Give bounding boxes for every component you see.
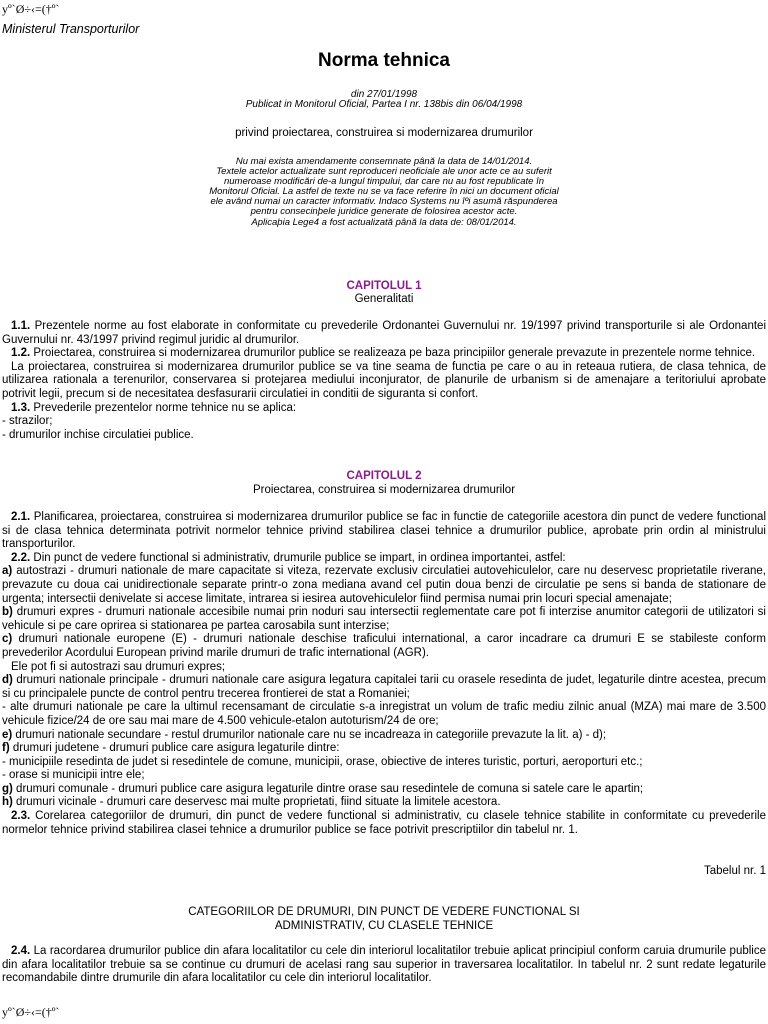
paragraph-2-4-block <box>2 945 766 986</box>
list-item: - strazilor; <box>2 415 53 428</box>
chapter-2-subtitle: Proiectarea, construirea si modernizarea drumurilor <box>252 484 516 496</box>
chapter-2-body <box>2 511 766 837</box>
chapter-1-body <box>2 320 766 442</box>
list-label: f) <box>2 742 10 755</box>
list-item-b <box>2 606 766 633</box>
paragraph-1-1 <box>2 320 766 347</box>
publication-info: Publicat in Monitorul Oficial, Partea I nr. 138bis din 06/04/1998 <box>245 99 523 110</box>
table-title-line: CATEGORIILOR DE DRUMURI, DIN PUNCT DE VEDERE FUNCTIONAL SI <box>188 906 580 918</box>
paragraph-text: La racordarea drumurilor publice din afara localitatilor cu cele din interiorul localitatilor trebuie aplicat principiul conform caruia drumurile publice din afara localitatilor trebuie sa se continue cu drumuri de acelasi rang sau superior in traversarea localitatilor. In tabelul nr. 2 sunt redate legaturile recomandabile dintre drumurile din afara localitatilor cu cele din interiorul localitatilor. <box>2 945 766 985</box>
notice-line: Aplicaþia Lege4 a fost actualizată până la data de: 08/01/2014. <box>251 216 517 228</box>
paragraph-text: drumuri comunale - drumuri publice care asigura legaturile dintre orase sau resedintele de comuna si satele care le apartin; <box>12 782 644 795</box>
paragraph-2-3 <box>2 810 766 837</box>
paragraph-text: Prezentele norme au fost elaborate in conformitate cu prevederile Ordonantei Guvernului nr. 19/1997 privind transporturile si ale Ordonantei Guvernului nr. 43/1997 privind regimul juridic al drumurilor. <box>2 320 766 346</box>
legal-notice <box>0 157 768 228</box>
notice-line: Textele actelor actualizate sunt reproduceri neoficiale ale unor acte ce au suferit <box>216 166 552 178</box>
article-number: 2.4. <box>11 945 31 957</box>
article-number: 1.1. <box>11 320 31 332</box>
list-item-e <box>2 729 766 743</box>
document-title: Norma tehnica <box>318 50 450 71</box>
list-item-g <box>2 783 766 797</box>
list-item-h <box>2 796 766 810</box>
list-item-a <box>2 565 766 606</box>
list-label: c) <box>2 633 13 646</box>
paragraph-text: Planificarea, proiectarea, construirea si modernizarea drumurilor publice se fac in functie de categoriile acestora din punct de vedere functional si de clasa tehnica determinata potrivit normelor tehnice privind stabilirea clasei tehnice a drumurilor publice, aprobate prin ordin al ministrului transporturilor. <box>2 511 766 551</box>
list-label: b) <box>2 606 13 619</box>
table-title-line: ADMINISTRATIV, CU CLASELE TEHNICE <box>274 919 494 932</box>
paragraph-2-1 <box>2 511 766 552</box>
article-number: 1.3. <box>11 401 31 414</box>
notice-line: pentru consecinþele juridice generate de folosirea acestor acte. <box>250 206 518 218</box>
notice-line: ele având numai un caracter informativ. Indaco Systems nu îºi asumă răspunderea <box>210 196 558 208</box>
notice-line: Monitorul Oficial. La astfel de texte nu se va face referire în nici un document oficial <box>209 186 559 198</box>
paragraph-text: Corelarea categoriilor de drumuri, din punct de vedere functional si administrativ, cu clasele tehnice stabilite in conformitate cu prevederile normelor tehnice privind stabilirea clasei tehnice a drumurilor publice se face potrivit prescriptiilor din tabelul nr. 1. <box>2 810 766 836</box>
list-item-f <box>2 742 766 756</box>
chapter-1-subtitle: Generalitati <box>354 293 414 305</box>
paragraph-text: Prevederile prezentelor norme tehnice nu se aplica: <box>30 401 297 414</box>
document-date: din 27/01/1998 <box>350 89 418 100</box>
paragraph-text: La proiectarea, construirea si modernizarea drumurilor publice se va tine seama de functia pe care o au in reteaua rutiera, de clasa tehnica, de utilizarea rationala a terenurilor, conservarea si protejarea mediului inconjurator, de planurile de urbanism si de amenajare a teritoriului aprobate potrivit legii, precum si de necesitatea desfasurarii circulatiei in conditii de siguranta si confort. <box>2 360 766 400</box>
paragraph-text: Din punct de vedere functional si administrativ, drumurile publice se impart, in ordinea importantei, astfel: <box>30 551 566 564</box>
ministry-name: Ministerul Transporturilor <box>2 22 140 36</box>
paragraph-2-2 <box>2 552 766 566</box>
list-item: - drumurilor inchise circulatiei publice. <box>2 428 194 441</box>
list-item-d-continued: - alte drumuri nationale pe care la ultimul recensamant de circulatie s-a inregistrat un volum de trafic mediu zilnic anual (MZA) mai mare de 3.500 vehicule fizice/24 de ore sau mai mare de 4.500 vehicule-etalon autoturism/24 de ore; <box>2 701 766 727</box>
table-title <box>0 906 768 933</box>
document-subject: privind proiectarea, construirea si modernizarea drumurilor <box>235 127 533 139</box>
list-label: a) <box>2 565 13 578</box>
list-label: h) <box>2 796 13 809</box>
article-number: 1.2. <box>11 347 31 360</box>
footer-garbled-text: yº`Ø÷‹=(†º` <box>2 1005 60 1019</box>
list-item-c-continued: Ele pot fi si autostrazi sau drumuri expres; <box>11 660 226 673</box>
article-number: 2.1. <box>11 511 31 523</box>
list-item-c <box>2 633 766 660</box>
paragraph-text: drumuri nationale principale - drumuri nationale care asigura legatura capitalei tarii cu orasele resedinta de judet, legaturile dintre acestea, precum si cu principalele puncte de control pentru trecerea frontierei de stat a Romaniei; <box>2 674 766 700</box>
chapter-1-heading: CAPITOLUL 1 <box>346 280 422 292</box>
paragraph-text: drumuri judetene - drumuri publice care asigura legaturile dintre: <box>9 742 340 755</box>
list-label: d) <box>2 674 13 687</box>
paragraph-text: Proiectarea, construirea si modernizarea drumurilor publice se realizeaza pe baza principiilor generale prevazute in prezentele norme tehnice. <box>30 347 756 360</box>
table-reference: Tabelul nr. 1 <box>703 865 766 877</box>
notice-line: Nu mai exista amendamente consemnate până la data de 14/01/2014. <box>235 156 533 167</box>
paragraph-text: autostrazi - drumuri nationale de mare capacitate si viteza, rezervate exclusiv circulatiei autovehiculelor, care nu deservesc proprietatile riverane, prevazute cu doua cai unidirectionale separate printr-o zona mediana avand cel putin doua benzi de circulatie pe sens si banda de stationare de urgenta; intersectii denivelate si accese limitate, intrarea si iesirea autovehiculelor fiind permisa numai prin locuri special amenajate; <box>2 565 766 605</box>
paragraph-1-2-continued <box>2 361 766 402</box>
paragraph-text: drumuri nationale secundare - restul drumurilor nationale care nu se incadreaza in categoriile prevazute la lit. a) - d); <box>12 728 607 741</box>
paragraph-text: drumuri vicinale - drumuri care deservesc mai multe proprietati, fiind situate la limitele acestora. <box>12 796 501 809</box>
paragraph-1-3 <box>2 402 766 416</box>
paragraph-text: drumuri nationale europene (E) - drumuri nationale deschise traficului international, a caror incadrare ca drumuri E se stabileste conform prevederilor Acordului European privind marile drumuri de trafic international (AGR). <box>2 633 766 659</box>
paragraph-2-4 <box>2 945 766 986</box>
paragraph-1-2 <box>2 347 766 361</box>
list-label: e) <box>2 728 13 741</box>
notice-line: numeroase modificări de-a lungul timpului, dar care nu au fost republicate în <box>223 176 544 188</box>
paragraph-text: drumuri expres - drumuri nationale accesibile numai prin noduri sau intersectii reglementate care pot fi interzise anumitor categorii de utilizatori si vehicule si pe care oprirea si stationarea pe partea carosabila sunt interzise; <box>2 606 766 632</box>
chapter-2-heading: CAPITOLUL 2 <box>346 470 422 482</box>
list-label: g) <box>2 782 13 795</box>
list-item-d <box>2 674 766 701</box>
article-number: 2.2. <box>11 551 31 564</box>
header-garbled-text: yº`Ø÷‹=(†º` <box>2 2 60 16</box>
sub-list-item: - orase si municipii intre ele; <box>2 769 145 782</box>
article-number: 2.3. <box>11 810 31 823</box>
sub-list-item: - municipiile resedinta de judet si resedintele de comune, municipii, orase, obiective de interes turistic, porturi, aeroporturi etc.; <box>2 755 643 768</box>
